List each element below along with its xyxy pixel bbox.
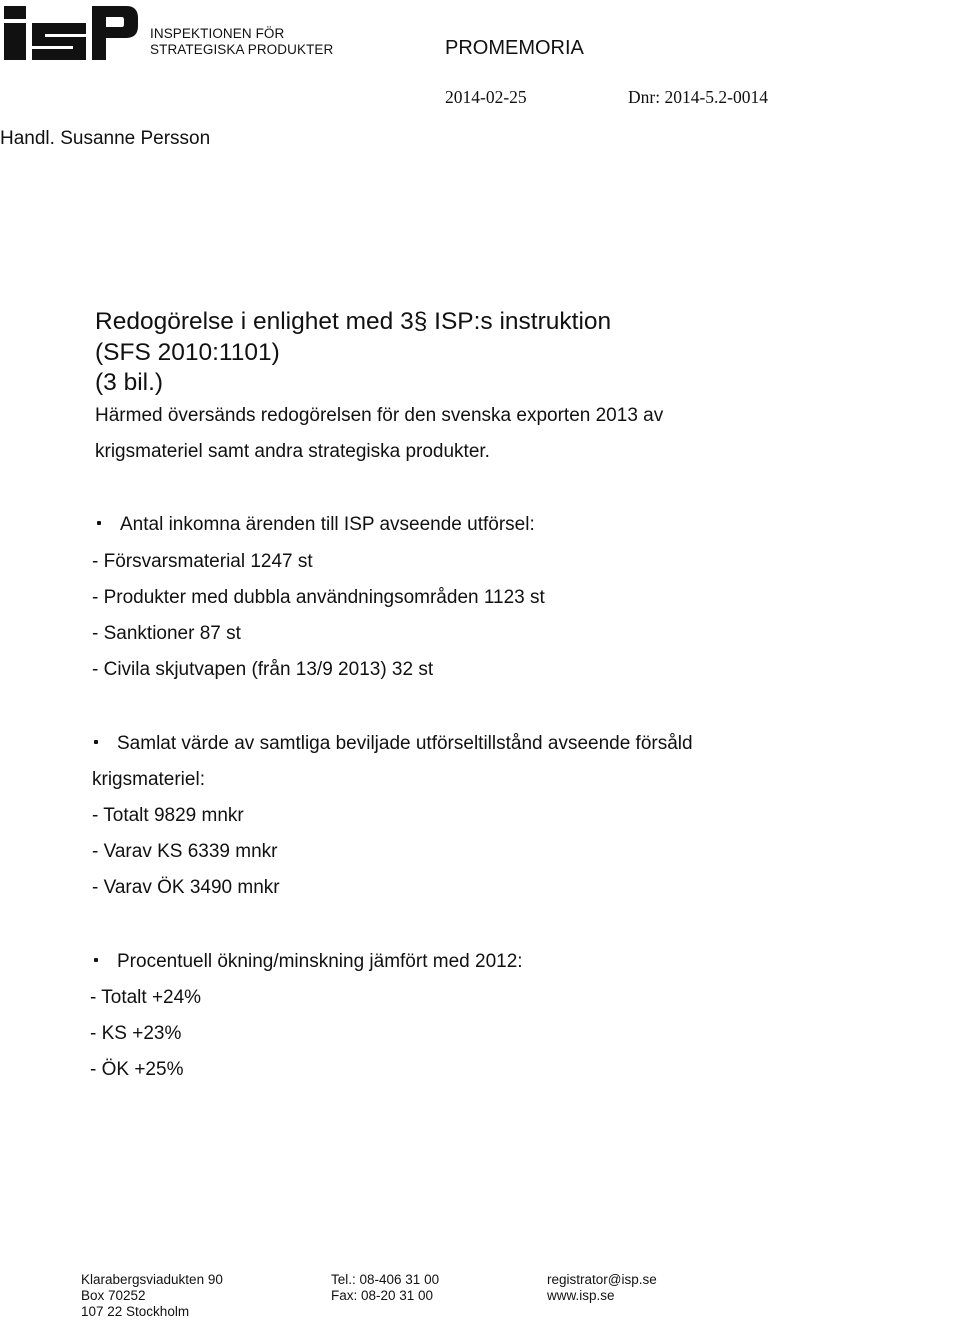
bullet-icon xyxy=(94,958,98,962)
list-item: - Varav ÖK 3490 mnkr xyxy=(92,877,280,898)
org-name-line-1: INSPEKTIONEN FÖR xyxy=(150,26,285,41)
footer-address xyxy=(81,1272,223,1320)
footer-email[interactable]: registrator@isp.se xyxy=(547,1272,657,1287)
section-heading xyxy=(97,514,535,536)
footer-tel: Tel.: 08-406 31 00 xyxy=(331,1272,440,1287)
isp-logo-icon xyxy=(2,4,142,64)
list-item: - Försvarsmaterial 1247 st xyxy=(92,551,313,572)
list-item: - Totalt +24% xyxy=(90,987,202,1008)
bullet-icon xyxy=(94,740,98,744)
org-name-line-2: STRATEGISKA PRODUKTER xyxy=(150,42,334,57)
intro-line-1: Härmed översänds redogörelsen för den svenska exporten 2013 av xyxy=(95,405,664,426)
footer-street: Klarabergsviadukten 90 xyxy=(81,1272,223,1287)
footer-postcode: 107 22 Stockholm xyxy=(81,1304,190,1319)
list-item: - Varav KS 6339 mnkr xyxy=(92,841,278,862)
document-date: 2014-02-25 xyxy=(445,87,527,107)
organization-logo xyxy=(2,4,142,69)
section-heading-continued: krigsmateriel: xyxy=(92,769,205,790)
list-item: - ÖK +25% xyxy=(90,1059,184,1080)
section-heading-text: Procentuell ökning/minskning jämfört med 2012: xyxy=(117,951,523,972)
list-item: - Sanktioner 87 st xyxy=(92,623,241,644)
intro-line-2: krigsmateriel samt andra strategiska produkter. xyxy=(95,441,490,462)
memo-title: Redogörelse i enlighet med 3§ ISP:s instruktion xyxy=(95,308,612,335)
document-type: PROMEMORIA xyxy=(445,37,584,59)
footer-box: Box 70252 xyxy=(81,1288,146,1303)
list-item: - Civila skjutvapen (från 13/9 2013) 32 st xyxy=(92,659,434,680)
bullet-icon xyxy=(97,521,101,525)
section-heading xyxy=(94,951,523,973)
section-heading-text: Samlat värde av samtliga beviljade utförseltillstånd avseende försåld xyxy=(117,733,693,754)
footer-phone xyxy=(331,1272,439,1304)
handler-name: Handl. Susanne Persson xyxy=(0,128,211,149)
section-heading xyxy=(94,733,693,755)
memo-title-sfs: (SFS 2010:1101) xyxy=(95,339,280,366)
footer-website[interactable]: www.isp.se xyxy=(547,1288,615,1303)
section-heading-text: Antal inkomna ärenden till ISP avseende utförsel: xyxy=(120,514,535,535)
list-item: - KS +23% xyxy=(90,1023,182,1044)
list-item: - Produkter med dubbla användningsområden 1123 st xyxy=(92,587,545,608)
registration-number: Dnr: 2014-5.2-0014 xyxy=(628,87,768,107)
memo-title-attachments: (3 bil.) xyxy=(95,369,164,396)
footer-web xyxy=(547,1272,657,1304)
list-item: - Totalt 9829 mnkr xyxy=(92,805,244,826)
footer-fax: Fax: 08-20 31 00 xyxy=(331,1288,434,1303)
